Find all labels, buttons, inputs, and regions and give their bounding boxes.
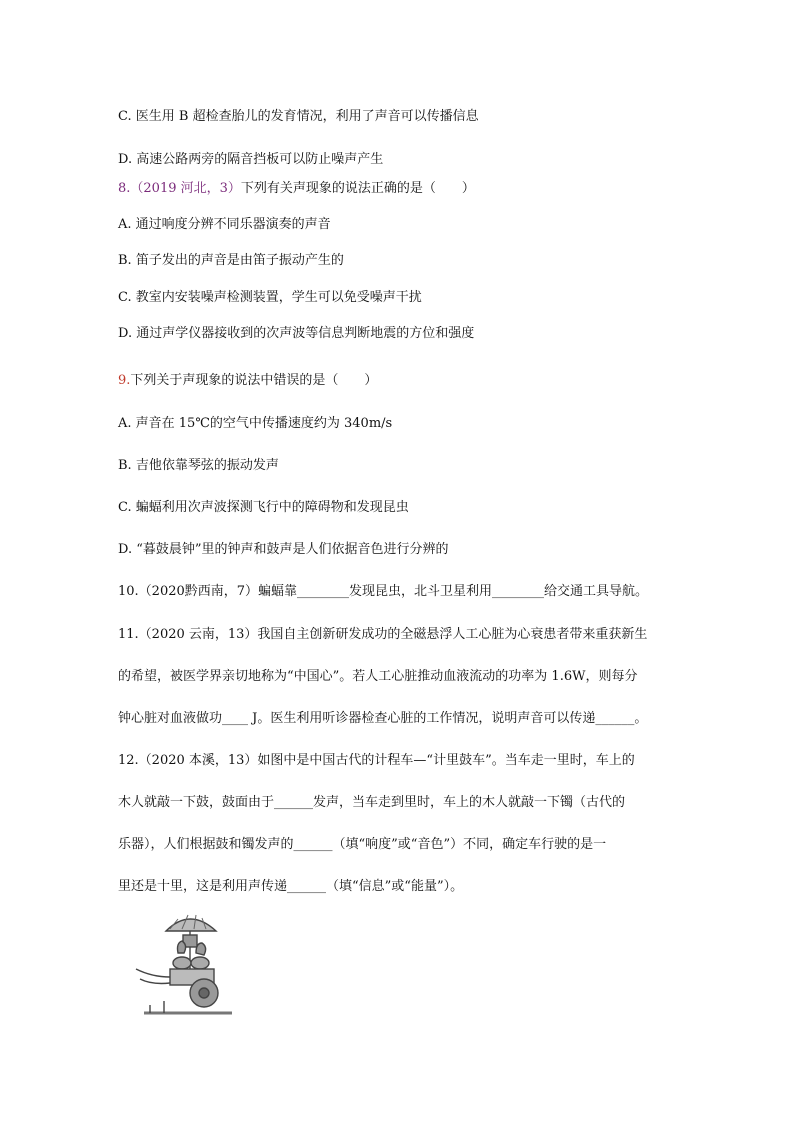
question-9-option-c: C. 蝙蝠利用次声波探测飞行中的障碍物和发现昆虫 — [118, 500, 409, 515]
question-8-source: （2019 河北，3） — [130, 181, 241, 196]
question-12-line-3: 乐器），人们根据鼓和镯发声的______（填“响度”或“音色”）不同，确定车行驶的是一 — [118, 837, 607, 852]
drum-cart-illustration — [130, 905, 235, 1020]
option-d-prev: D. 高速公路两旁的隔音挡板可以防止噪声产生 — [118, 152, 384, 167]
question-12-line-1: 12.（2020 本溪，13）如图中是中国古代的计程车—“计里鼓车”。当车走一里时，车上的 — [118, 753, 635, 768]
question-8-option-c: C. 教室内安装噪声检测装置，学生可以免受噪声干扰 — [118, 290, 422, 305]
question-8-option-d: D. 通过声学仪器接收到的次声波等信息判断地震的方位和强度 — [118, 326, 475, 341]
question-9-option-b: B. 吉他依靠琴弦的振动发声 — [118, 458, 279, 473]
question-8-option-b: B. 笛子发出的声音是由笛子振动产生的 — [118, 253, 344, 268]
question-12-line-4: 里还是十里，这是利用声传递______（填“信息”或“能量”）。 — [118, 879, 464, 894]
question-8-option-a: A. 通过响度分辨不同乐器演奏的声音 — [118, 217, 331, 232]
question-11-line-2: 的希望，被医学界亲切地称为“中国心”。若人工心脏推动血液流动的功率为 1.6W，则每分 — [118, 669, 638, 684]
question-9-option-a: A. 声音在 15℃的空气中传播速度约为 340m/s — [118, 416, 393, 431]
question-9-number: 9. — [118, 373, 131, 388]
question-8-text: 下列有关声现象的说法正确的是（ ） — [240, 181, 475, 196]
option-c-prev: C. 医生用 B 超检查胎儿的发育情况，利用了声音可以传播信息 — [118, 109, 479, 124]
question-8-number: 8. — [118, 181, 131, 196]
question-9-option-d: D. “暮鼓晨钟”里的钟声和鼓声是人们依据音色进行分辨的 — [118, 542, 449, 557]
question-11-line-1: 11.（2020 云南，13）我国自主创新研发成功的全磁悬浮人工心脏为心衰患者带来重获新生 — [118, 627, 648, 642]
question-12-line-2: 木人就敲一下鼓，鼓面由于______发声，当车走到里时，车上的木人就敲一下镯（古代的 — [118, 795, 626, 810]
question-9 — [118, 372, 377, 390]
question-8 — [118, 180, 475, 198]
question-11-line-3: 钟心脏对血液做功____ J。医生利用听诊器检查心脏的工作情况，说明声音可以传递______。 — [118, 711, 648, 726]
question-9-text: 下列关于声现象的说法中错误的是（ ） — [130, 373, 378, 388]
question-10: 10.（2020黔西南，7）蝙蝠靠________发现昆虫，北斗卫星利用________给交通工具导航。 — [118, 584, 649, 599]
